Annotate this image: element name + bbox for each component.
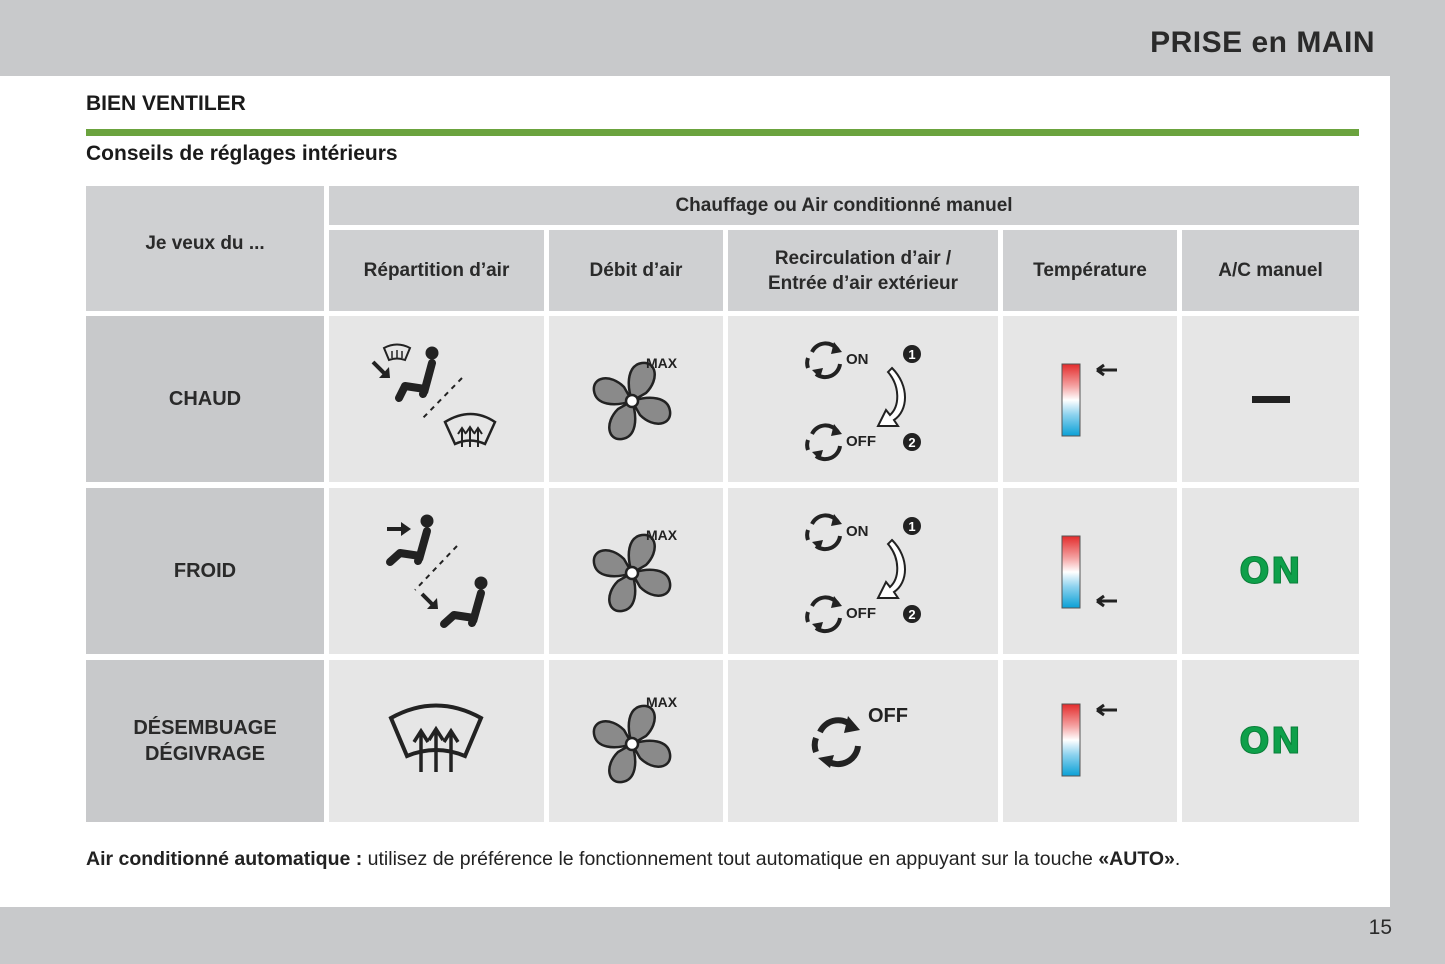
ac-on-label: ON [1239,720,1302,762]
temperature-scale-icon [1003,488,1177,654]
col-label-debit: Débit d’air [589,260,683,281]
temperature-scale-icon [1003,316,1177,482]
debit-cell [549,488,723,654]
repartition-cell [329,316,544,482]
temperature-scale-icon [1003,660,1177,822]
col-label-recirculation: Recirculation d’air / Entrée d’air extérieur [767,247,959,294]
fan-max-label: MAX [646,355,678,371]
row-label-cell [86,488,324,654]
recirc-off-label: OFF [846,605,876,622]
row-label: FROID [173,560,237,582]
col-label-temperature: Température [1033,260,1147,281]
col-header-repartition [329,230,544,311]
recirculation-on-off-icon [728,488,998,654]
fan-max-icon [549,660,723,822]
face-and-feet-airflow-icon [329,488,544,654]
recirculation-cell [728,316,998,482]
step-1-label: 1 [908,519,916,534]
windshield-defrost-icon [329,660,544,822]
col-header-ac [1182,230,1359,311]
step-1-label: 1 [908,347,916,362]
fan-max-icon [549,488,723,654]
footnote-text: utilisez de préférence le fonctionnement tout automatique en appuyant sur la touche [362,848,1099,870]
recirculation-cell [728,488,998,654]
fan-max-icon [549,316,723,482]
corner-label-cell [86,186,324,311]
recirc-on-label: ON [846,351,869,368]
col-label-ac: A/C manuel [1218,260,1323,281]
footnote-key: «AUTO» [1098,848,1175,870]
recirculation-on-off-icon [728,316,998,482]
heading: BIEN VENTILER [86,92,246,115]
recirculation-cell [728,660,998,822]
footnote-end: . [1174,848,1181,870]
subheading: Conseils de réglages intérieurs [86,142,398,165]
fan-max-label: MAX [646,527,678,543]
footer-band [0,907,1445,964]
ac-cell [1182,316,1359,482]
ac-off-dash [1252,396,1290,403]
recirculation-off-icon [728,660,998,822]
corner-label: Je veux du ... [145,233,265,254]
footnote [86,849,1359,870]
fan-max-label: MAX [646,694,678,710]
ac-cell [1182,660,1359,822]
col-header-debit [549,230,723,311]
row-label-cell [86,660,324,822]
col-header-temperature [1003,230,1177,311]
row-label: CHAUD [168,388,242,410]
debit-cell [549,660,723,822]
col-label-repartition: Répartition d’air [363,260,510,281]
group-header: Chauffage ou Air conditionné manuel [675,195,1013,216]
page-number: 15 [1368,916,1392,939]
recirc-off-label: OFF [846,433,876,450]
row-label: DÉSEMBUAGE DÉGIVRAGE [133,717,277,765]
row-label-cell [86,316,324,482]
ac-cell [1182,488,1359,654]
ac-on-label: ON [1239,550,1302,592]
temperature-cell [1003,660,1177,822]
group-header-cell [329,186,1359,225]
step-2-label: 2 [908,607,916,622]
footnote-lead: Air conditionné automatique : [86,848,363,870]
section-title: PRISE en MAIN [1150,26,1375,59]
repartition-cell [329,660,544,822]
temperature-cell [1003,488,1177,654]
temperature-cell [1003,316,1177,482]
windshield-and-feet-airflow-icon [329,316,544,482]
step-2-label: 2 [908,435,916,450]
col-header-recirculation [728,230,998,311]
recirc-off-label: OFF [868,705,908,727]
green-rule [86,129,1359,136]
debit-cell [549,316,723,482]
recirc-on-label: ON [846,523,869,540]
repartition-cell [329,488,544,654]
